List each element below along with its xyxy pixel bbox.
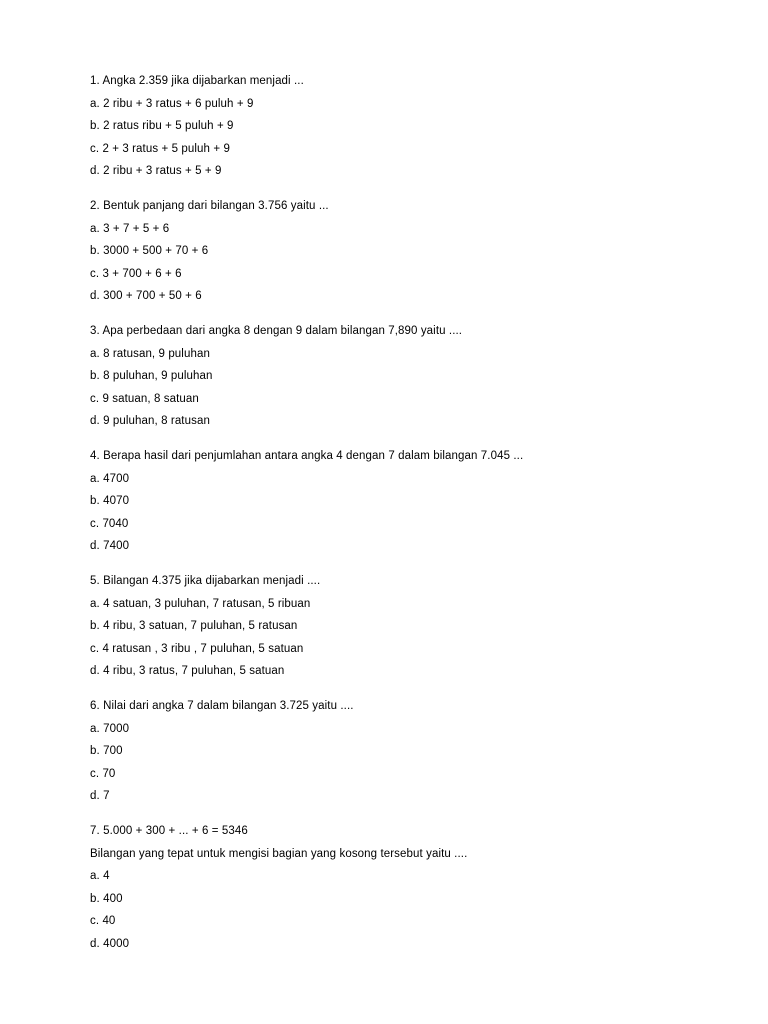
question-5	[90, 570, 730, 683]
option-d: d. 4000	[90, 937, 130, 950]
question-6	[90, 695, 730, 808]
question-text: 4. Berapa hasil dari penjumlahan antara angka 4 dengan 7 dalam bilangan 7.045 ...	[90, 450, 524, 462]
option-d: d. 2 ribu + 3 ratus + 5 + 9	[90, 165, 222, 177]
option-c: c. 40	[90, 915, 116, 927]
option-c: c. 7040	[90, 517, 129, 530]
option-b: b. 400	[90, 892, 123, 905]
option-a: a. 8 ratusan, 9 puluhan	[90, 347, 210, 360]
option-d: d. 7	[90, 790, 110, 802]
option-c: c. 9 satuan, 8 satuan	[90, 392, 199, 405]
option-a: a. 4 satuan, 3 puluhan, 7 ratusan, 5 ribuan	[90, 597, 311, 610]
option-b: b. 3000 + 500 + 70 + 6	[90, 245, 209, 257]
question-text: 5. Bilangan 4.375 jika dijabarkan menjadi ....	[90, 575, 321, 587]
option-c: c. 70	[90, 767, 116, 780]
question-1	[90, 70, 730, 183]
option-b: b. 8 puluhan, 9 puluhan	[90, 370, 213, 382]
option-b: b. 700	[90, 745, 123, 757]
option-d: d. 7400	[90, 540, 130, 552]
option-b: b. 4070	[90, 495, 130, 507]
question-7	[90, 820, 730, 955]
option-b: b. 4 ribu, 3 satuan, 7 puluhan, 5 ratusan	[90, 620, 298, 632]
question-text: 2. Bentuk panjang dari bilangan 3.756 yaitu ...	[90, 200, 329, 212]
option-a: a. 2 ribu + 3 ratus + 6 puluh + 9	[90, 97, 254, 110]
question-text: 1. Angka 2.359 jika dijabarkan menjadi ...	[90, 75, 304, 87]
option-b: b. 2 ratus ribu + 5 puluh + 9	[90, 120, 234, 132]
question-text: 3. Apa perbedaan dari angka 8 dengan 9 dalam bilangan 7,890 yaitu ....	[90, 325, 463, 337]
question-3	[90, 320, 730, 433]
option-c: c. 4 ratusan , 3 ribu , 7 puluhan, 5 satuan	[90, 642, 304, 655]
option-a: a. 3 + 7 + 5 + 6	[90, 222, 170, 235]
option-a: a. 4700	[90, 472, 130, 485]
question-list	[90, 70, 730, 955]
question-prompt: Bilangan yang tepat untuk mengisi bagian yang kosong tersebut yaitu ....	[90, 847, 468, 860]
option-a: a. 4	[90, 870, 110, 882]
question-text: 6. Nilai dari angka 7 dalam bilangan 3.725 yaitu ....	[90, 700, 354, 712]
question-text: 7. 5.000 + 300 + ... + 6 = 5346	[90, 825, 248, 837]
option-c: c. 2 + 3 ratus + 5 puluh + 9	[90, 142, 230, 155]
question-2	[90, 195, 730, 308]
option-d: d. 300 + 700 + 50 + 6	[90, 290, 202, 302]
option-a: a. 7000	[90, 722, 130, 735]
question-4	[90, 445, 730, 558]
option-c: c. 3 + 700 + 6 + 6	[90, 267, 182, 280]
option-d: d. 4 ribu, 3 ratus, 7 puluhan, 5 satuan	[90, 665, 285, 677]
option-d: d. 9 puluhan, 8 ratusan	[90, 415, 210, 427]
